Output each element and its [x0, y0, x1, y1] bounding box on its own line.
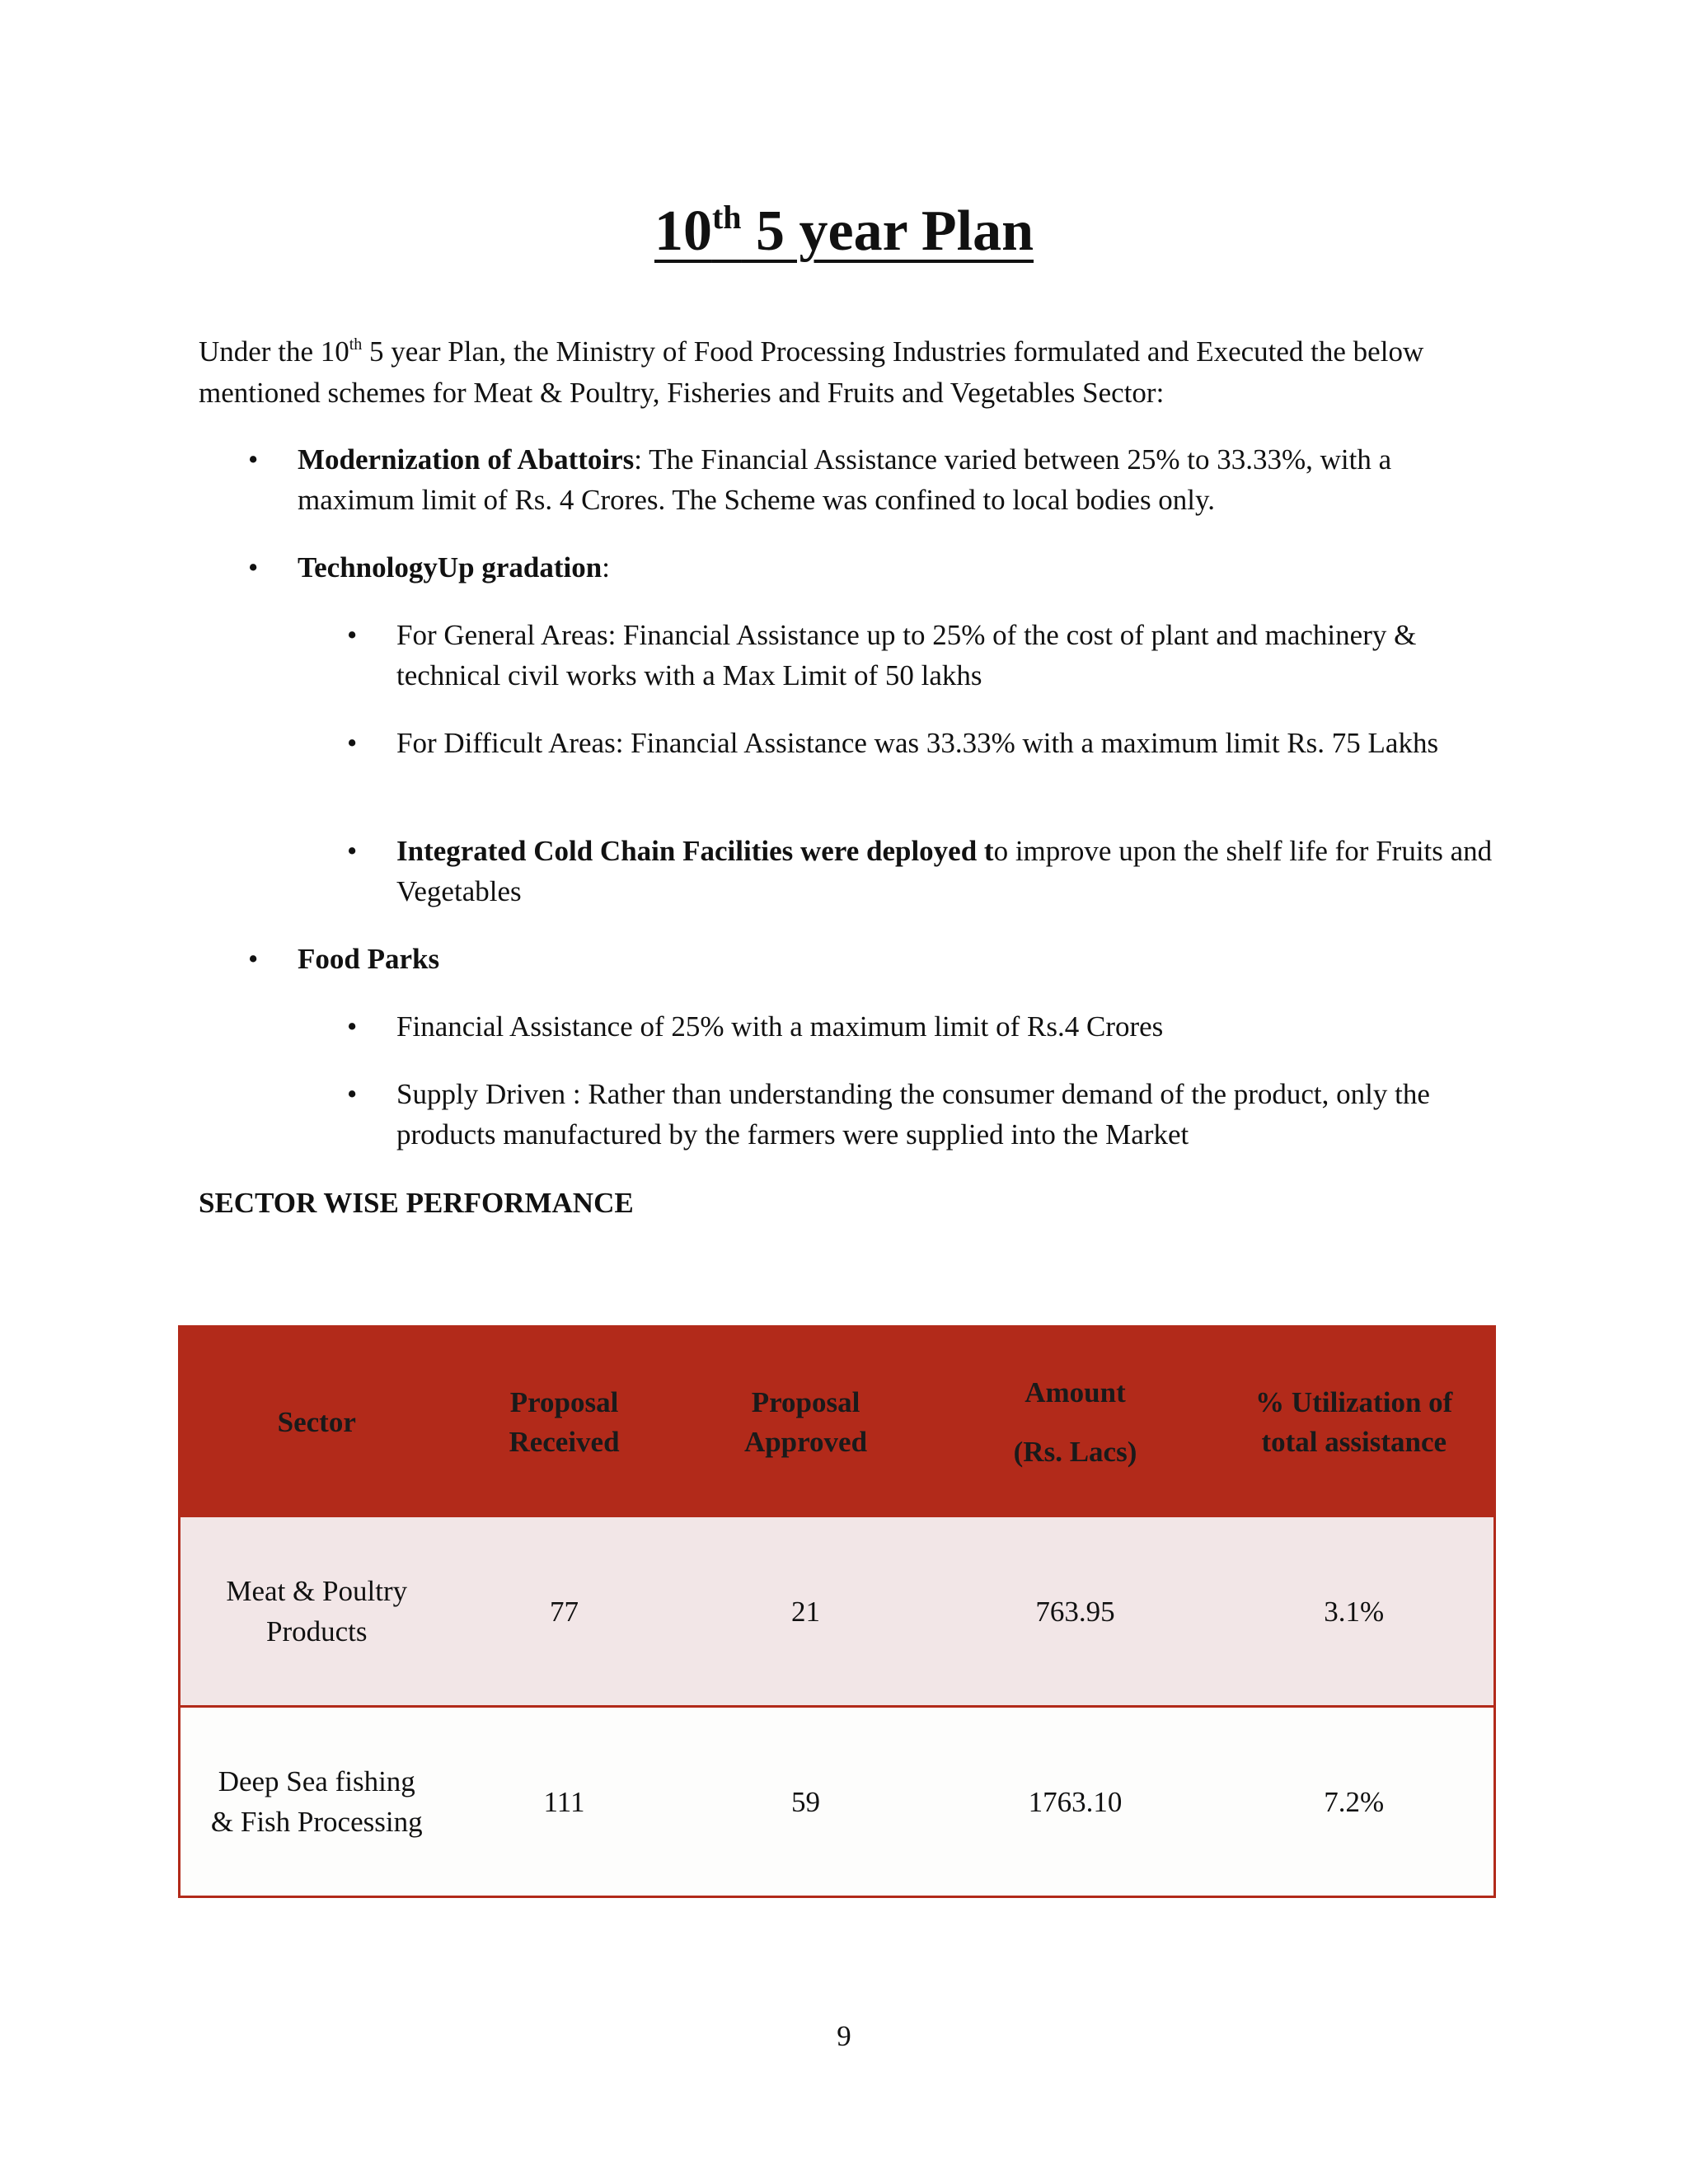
header-sector: Sector: [180, 1327, 453, 1518]
cell-proposal-received: 111: [453, 1707, 676, 1897]
bullet-abattoirs: • Modernization of Abattoirs: The Financial Assistance varied between 25% to 33.33%, with a maximum limit of Rs. 4 Crores. The Scheme was confined to local bodies only.: [298, 439, 1501, 520]
bullet-icon: •: [248, 551, 259, 583]
cell-proposal-received: 77: [453, 1517, 676, 1707]
cell-utilization: 3.1%: [1215, 1517, 1495, 1707]
bullet-icon: •: [347, 835, 358, 867]
header-amount: Amount (Rs. Lacs): [936, 1327, 1215, 1518]
cell-amount: 1763.10: [936, 1707, 1215, 1897]
cell-proposal-approved: 59: [676, 1707, 936, 1897]
header-proposal-received: Proposal Received: [453, 1327, 676, 1518]
sub-bullet-general-areas: • For General Areas: Financial Assistance up to 25% of the cost of plant and machinery & technical civil works with a Max Limit of 50 lakhs: [396, 615, 1501, 696]
table-header-row: [180, 1327, 1495, 1518]
table-row: [180, 1707, 1495, 1897]
intro-paragraph: Under the 10th 5 year Plan, the Ministry of Food Processing Industries formulated and Executed the below mentioned schemes for Meat & Poultry, Fisheries and Fruits and Vegetables Sector:: [199, 335, 1424, 409]
bullet-icon: •: [347, 727, 358, 759]
cell-sector: Meat & Poultry Products: [180, 1517, 453, 1707]
bullet-icon: •: [347, 1010, 358, 1043]
header-utilization: % Utilization of total assistance: [1215, 1327, 1495, 1518]
bullet-icon: •: [347, 1078, 358, 1110]
title-text: 5 year Plan: [741, 199, 1034, 263]
cell-utilization: 7.2%: [1215, 1707, 1495, 1897]
bullet-icon: •: [248, 443, 259, 476]
page-title: [0, 194, 1688, 269]
sub-bullet-cold-chain: • Integrated Cold Chain Facilities were deployed to improve upon the shelf life for Fruits and Vegetables: [396, 831, 1501, 912]
header-proposal-approved: Proposal Approved: [676, 1327, 936, 1518]
title-number: 10: [654, 199, 712, 263]
page-number: 9: [837, 2020, 851, 2052]
title-superscript: th: [711, 199, 742, 236]
bullet-technology-upgradation: • TechnologyUp gradation:: [298, 547, 1501, 588]
cell-sector: Deep Sea fishing & Fish Processing: [180, 1707, 453, 1897]
sector-performance-table: [178, 1325, 1496, 1898]
section-heading: SECTOR WISE PERFORMANCE: [199, 1187, 634, 1219]
bullet-food-parks: • Food Parks: [298, 939, 1501, 979]
cell-amount: 763.95: [936, 1517, 1215, 1707]
bullet-icon: •: [347, 619, 358, 651]
bullet-icon: •: [248, 943, 259, 975]
table-row: [180, 1517, 1495, 1707]
cell-proposal-approved: 21: [676, 1517, 936, 1707]
sub-bullet-difficult-areas: • For Difficult Areas: Financial Assistance was 33.33% with a maximum limit Rs. 75 Lakhs: [396, 723, 1501, 763]
sub-bullet-supply-driven: • Supply Driven : Rather than understanding the consumer demand of the product, only the products manufactured by the farmers were supplied into the Market: [396, 1074, 1501, 1155]
sub-bullet-food-parks-assistance: • Financial Assistance of 25% with a maximum limit of Rs.4 Crores: [396, 1006, 1501, 1047]
